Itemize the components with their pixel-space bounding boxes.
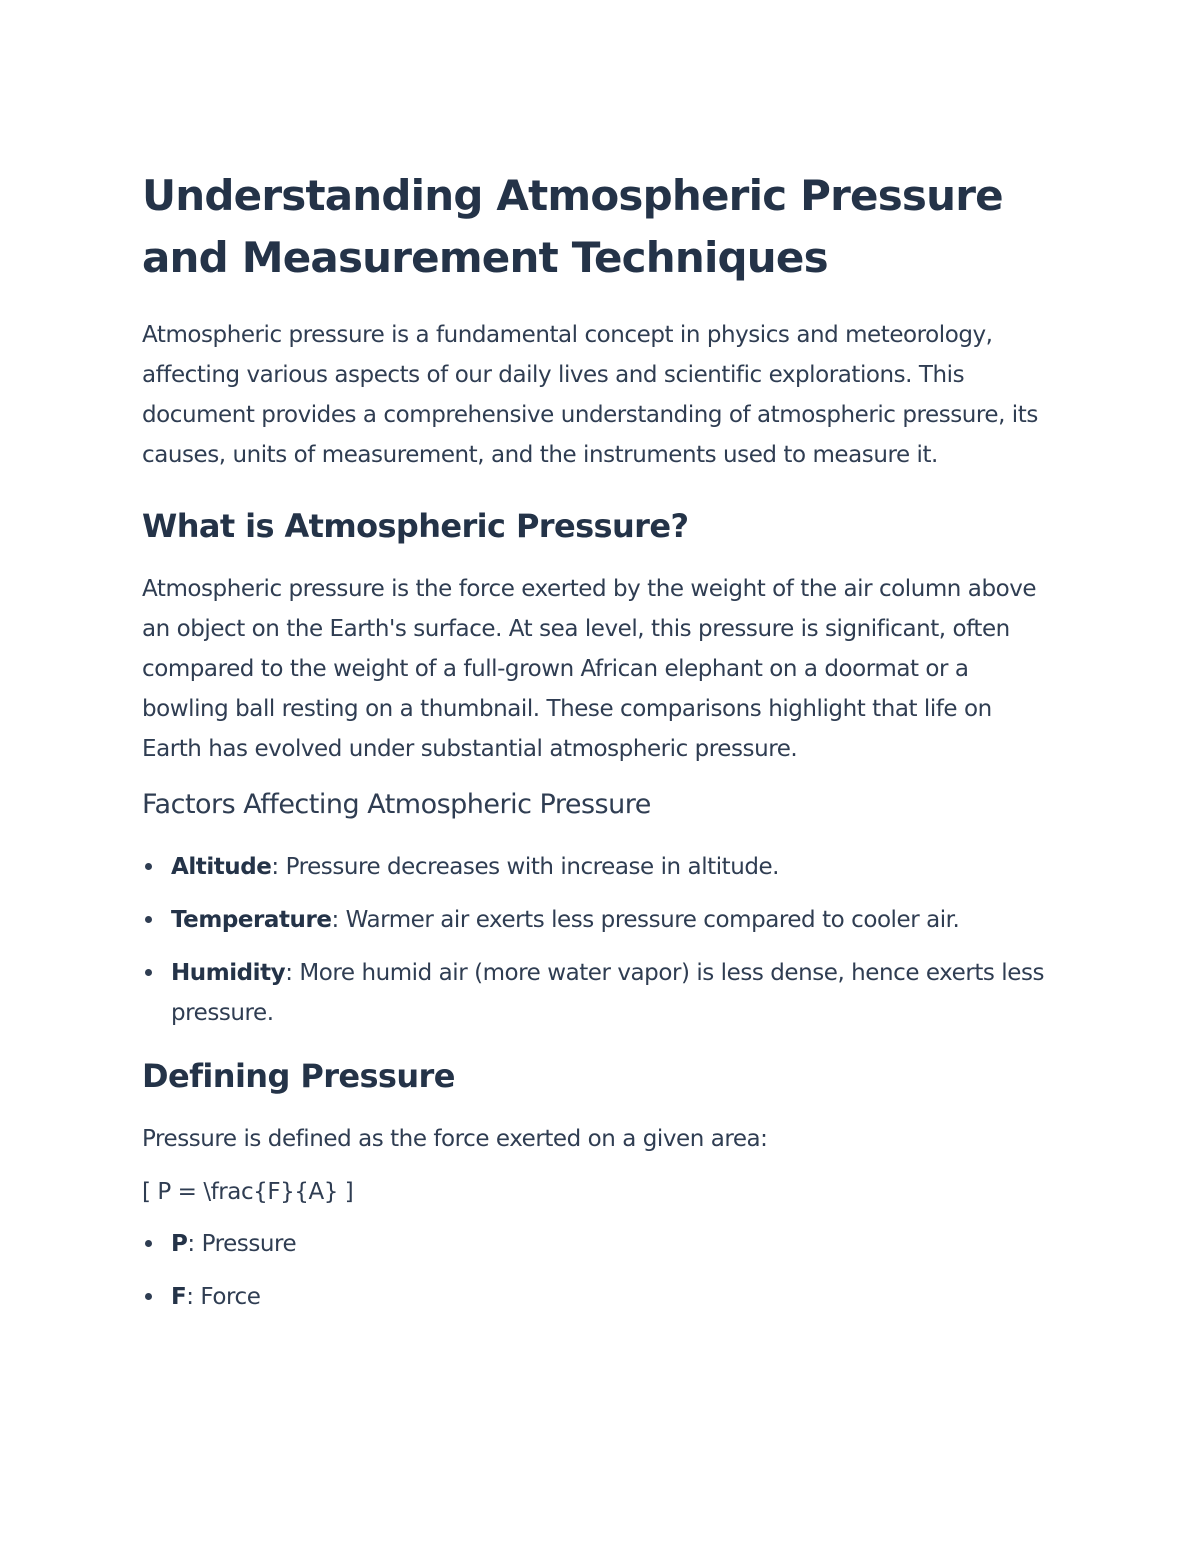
bullet-icon	[145, 1293, 152, 1300]
variable-symbol: P	[171, 1231, 188, 1257]
list-item-altitude	[142, 847, 1057, 887]
variable-text: : Pressure	[187, 1231, 297, 1257]
factor-term: Altitude	[171, 854, 272, 880]
section-what-is-paragraph: Atmospheric pressure is the force exerted by the weight of the air column above an object on the Earth's surface. At sea level, this pressure is significant, often compared to the weight of a full-grown African elephant on a doormat or a bowling ball resting on a thumbnail. These comparisons highlight that life on Earth has evolved under substantial atmospheric pressure.	[142, 576, 1037, 762]
factor-text: : Pressure decreases with increase in altitude.	[271, 854, 780, 880]
list-item-force	[142, 1277, 1057, 1317]
factor-text: : More humid air (more water vapor) is less dense, hence exerts less pressure.	[171, 960, 1045, 1026]
factors-list	[142, 847, 1057, 1033]
factor-term: Humidity	[171, 960, 286, 986]
pressure-formula: [ P = \frac{F}{A} ]	[142, 1179, 354, 1205]
variable-symbol: F	[171, 1284, 187, 1310]
page-title: Understanding Atmospheric Pressure and Measurement Techniques	[142, 171, 1003, 282]
section-heading-what-is: What is Atmospheric Pressure?	[142, 507, 689, 545]
variables-list	[142, 1224, 1057, 1317]
list-item-humidity	[142, 953, 1057, 1033]
bullet-icon	[145, 1240, 152, 1247]
factor-term: Temperature	[171, 907, 332, 933]
document-page	[142, 165, 1057, 1330]
list-item-pressure	[142, 1224, 1057, 1264]
list-item-temperature	[142, 900, 1057, 940]
bullet-icon	[145, 969, 152, 976]
subheading-factors: Factors Affecting Atmospheric Pressure	[142, 789, 651, 820]
section-heading-defining: Defining Pressure	[142, 1057, 455, 1095]
factor-text: : Warmer air exerts less pressure compared to cooler air.	[331, 907, 960, 933]
bullet-icon	[145, 863, 152, 870]
variable-text: : Force	[186, 1284, 261, 1310]
bullet-icon	[145, 916, 152, 923]
section-defining-paragraph: Pressure is defined as the force exerted on a given area:	[142, 1126, 768, 1152]
intro-paragraph: Atmospheric pressure is a fundamental concept in physics and meteorology, affecting various aspects of our daily lives and scientific explorations. This document provides a comprehensive understanding of atmospheric pressure, its causes, units of measurement, and the instruments used to measure it.	[142, 322, 1038, 468]
